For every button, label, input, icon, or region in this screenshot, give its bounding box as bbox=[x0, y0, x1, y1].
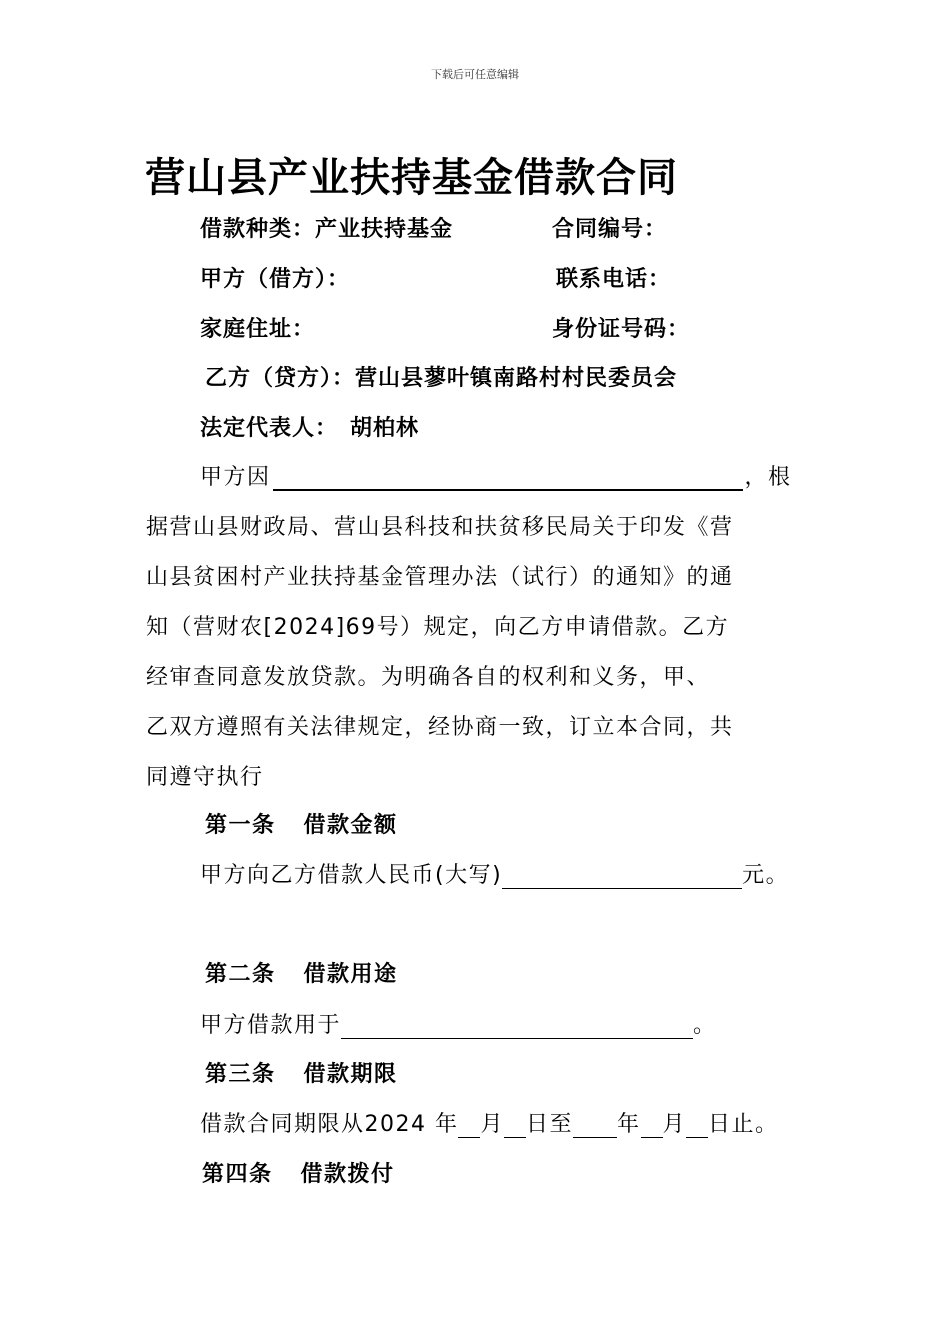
article-3-body bbox=[200, 1107, 779, 1138]
address-field: 家庭住址： bbox=[200, 317, 316, 342]
intro-line-7: 同遵守执行 bbox=[146, 765, 264, 790]
article-2-number: 第二条 bbox=[205, 962, 276, 987]
article-1-heading bbox=[205, 808, 398, 839]
intro-line-1 bbox=[200, 460, 792, 491]
intro-line-5: 经审查同意发放贷款。为明确各自的权利和义务，甲、 bbox=[146, 665, 711, 690]
reason-blank[interactable] bbox=[273, 467, 743, 491]
article-3-heading bbox=[205, 1057, 398, 1088]
end-day-blank[interactable] bbox=[686, 1115, 708, 1138]
party-a-field: 甲方（借方）： bbox=[200, 267, 351, 292]
amount-blank[interactable] bbox=[502, 866, 742, 889]
intro-line-1-start: 甲方因 bbox=[200, 465, 271, 490]
article-3-part-1: 借款合同期限从2024 年 bbox=[200, 1112, 459, 1137]
article-2-body-start: 甲方借款用于 bbox=[200, 1013, 342, 1038]
article-1-body-end: 元。 bbox=[742, 863, 790, 888]
start-month-blank[interactable] bbox=[458, 1115, 480, 1138]
article-3-part-4: 年 bbox=[617, 1112, 641, 1137]
start-day-blank[interactable] bbox=[504, 1115, 526, 1138]
article-1-body bbox=[200, 858, 789, 889]
article-3-part-3: 日至 bbox=[526, 1112, 574, 1137]
article-1-body-start: 甲方向乙方借款人民币(大写) bbox=[200, 863, 503, 888]
contract-number-field: 合同编号： bbox=[552, 217, 668, 242]
article-4-number: 第四条 bbox=[202, 1162, 273, 1187]
article-3-title: 借款期限 bbox=[303, 1062, 398, 1087]
article-3-part-2: 月 bbox=[480, 1112, 504, 1137]
article-2-title: 借款用途 bbox=[303, 962, 398, 987]
article-1-number: 第一条 bbox=[205, 813, 276, 838]
article-1-title: 借款金额 bbox=[303, 813, 398, 838]
legal-representative-field: 法定代表人： 胡柏林 bbox=[200, 416, 420, 441]
phone-field: 联系电话： bbox=[556, 267, 672, 292]
end-year-blank[interactable] bbox=[573, 1115, 617, 1138]
article-4-heading bbox=[202, 1157, 395, 1188]
party-b-field: 乙方（贷方）：营山县蓼叶镇南路村村民委员会 bbox=[205, 366, 678, 391]
article-4-title: 借款拨付 bbox=[300, 1162, 395, 1187]
intro-line-3: 山县贫困村产业扶持基金管理办法（试行）的通知》的通 bbox=[146, 565, 734, 590]
end-month-blank[interactable] bbox=[641, 1115, 663, 1138]
article-3-part-5: 月 bbox=[662, 1112, 687, 1137]
article-2-heading bbox=[205, 957, 398, 988]
header-note: 下载后可任意编辑 bbox=[431, 68, 519, 81]
purpose-blank[interactable] bbox=[341, 1016, 693, 1039]
loan-type-field: 借款种类：产业扶持基金 bbox=[200, 217, 454, 242]
article-2-body bbox=[200, 1008, 717, 1039]
document-title: 营山县产业扶持基金借款合同 bbox=[145, 155, 678, 201]
article-3-number: 第三条 bbox=[205, 1062, 276, 1087]
intro-line-1-end: ，根 bbox=[744, 465, 792, 490]
intro-line-6: 乙双方遵照有关法律规定，经协商一致，订立本合同，共 bbox=[146, 715, 734, 740]
intro-line-2: 据营山县财政局、营山县科技和扶贫移民局关于印发《营 bbox=[146, 515, 734, 540]
intro-line-4: 知（营财农[2024]69号）规定，向乙方申请借款。乙方 bbox=[146, 615, 730, 640]
article-3-part-6: 日止。 bbox=[708, 1112, 779, 1137]
article-2-body-end: 。 bbox=[693, 1013, 717, 1038]
id-number-field: 身份证号码： bbox=[552, 317, 691, 342]
